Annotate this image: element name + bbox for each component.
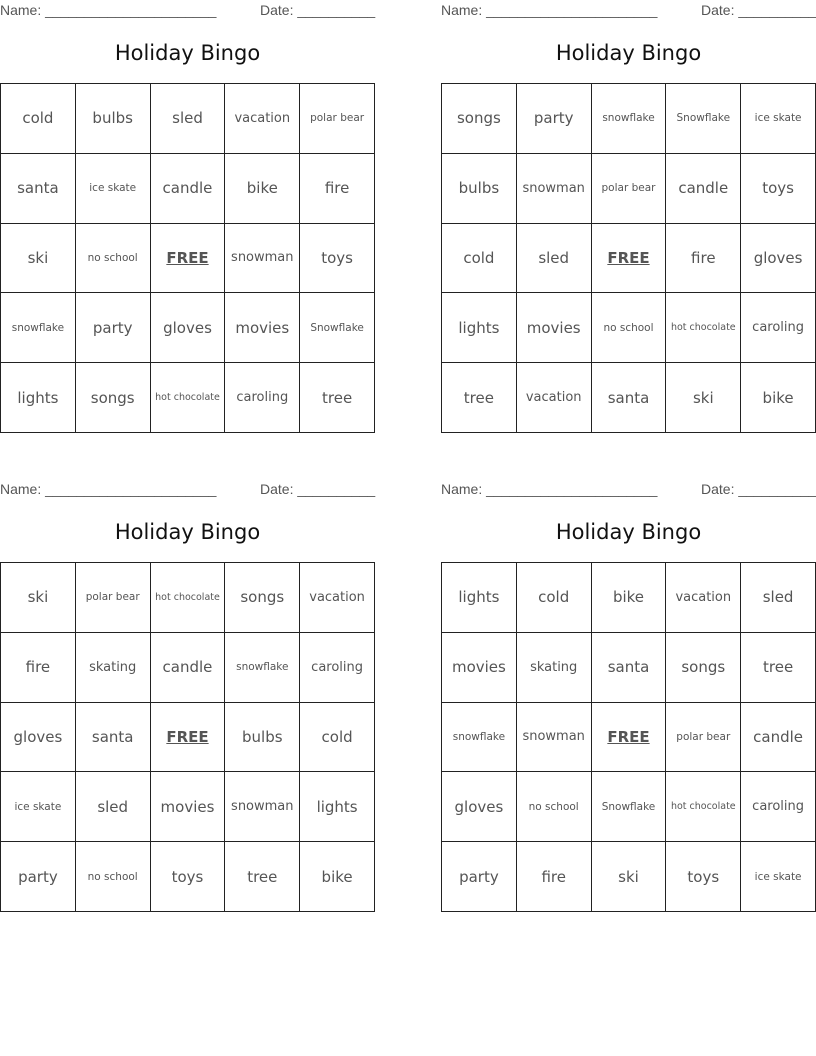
bingo-cell: fire [1, 633, 76, 703]
bingo-cell: vacation [300, 563, 375, 633]
bingo-cell: movies [442, 633, 517, 703]
bingo-cell: tree [225, 842, 300, 912]
bingo-cell: no school [517, 772, 592, 842]
bingo-cell: no school [76, 224, 151, 294]
bingo-cell: hot chocolate [666, 772, 741, 842]
bingo-cell: movies [151, 772, 226, 842]
bingo-cell: tree [300, 363, 375, 433]
bingo-grid [0, 562, 375, 912]
bingo-cell: ski [666, 363, 741, 433]
bingo-cell: Snowflake [666, 84, 741, 154]
bingo-cell: cold [442, 224, 517, 294]
bingo-cell: santa [1, 154, 76, 224]
bingo-cell: polar bear [76, 563, 151, 633]
card-header [0, 0, 375, 22]
bingo-cell: hot chocolate [666, 293, 741, 363]
bingo-cell: sled [151, 84, 226, 154]
bingo-cell: polar bear [300, 84, 375, 154]
bingo-cell: bike [225, 154, 300, 224]
bingo-cell: bike [300, 842, 375, 912]
bingo-cell: sled [517, 224, 592, 294]
bingo-cell: gloves [741, 224, 816, 294]
card-title: Holiday Bingo [555, 520, 702, 544]
bingo-cell: vacation [666, 563, 741, 633]
bingo-cell: cold [1, 84, 76, 154]
bingo-cell: Snowflake [592, 772, 667, 842]
card-header [0, 479, 375, 501]
bingo-card [0, 0, 375, 432]
bingo-cell: party [442, 842, 517, 912]
bingo-cell: polar bear [666, 703, 741, 773]
bingo-cell: songs [76, 363, 151, 433]
bingo-cell: bike [741, 363, 816, 433]
bingo-card [0, 479, 375, 911]
bingo-cell: toys [741, 154, 816, 224]
bingo-cell: tree [442, 363, 517, 433]
bingo-card [441, 0, 816, 432]
bingo-cell: no school [592, 293, 667, 363]
bingo-cell: snowflake [225, 633, 300, 703]
bingo-cell: toys [151, 842, 226, 912]
bingo-cell: bike [592, 563, 667, 633]
bingo-card [441, 479, 816, 911]
bingo-cell: gloves [442, 772, 517, 842]
name-field: Name: ______________________ [0, 2, 217, 18]
bingo-cell: hot chocolate [151, 563, 226, 633]
bingo-cell: candle [741, 703, 816, 773]
bingo-grid [441, 562, 816, 912]
bingo-cell: snowflake [442, 703, 517, 773]
free-space: FREE [592, 703, 667, 773]
bingo-cell: toys [666, 842, 741, 912]
bingo-cell: snowman [517, 154, 592, 224]
bingo-cell: tree [741, 633, 816, 703]
bingo-cell: caroling [300, 633, 375, 703]
bingo-cell: party [517, 84, 592, 154]
name-field: Name: ______________________ [441, 481, 658, 497]
bingo-cell: songs [225, 563, 300, 633]
bingo-cell: bulbs [225, 703, 300, 773]
bingo-cell: ski [1, 224, 76, 294]
bingo-cell: songs [666, 633, 741, 703]
bingo-cell: caroling [741, 772, 816, 842]
bingo-cell: cold [517, 563, 592, 633]
bingo-grid [0, 83, 375, 433]
bingo-cell: lights [1, 363, 76, 433]
bingo-cell: snowman [225, 224, 300, 294]
bingo-cell: sled [741, 563, 816, 633]
bingo-cell: skating [76, 633, 151, 703]
bingo-cell: snowman [517, 703, 592, 773]
bingo-cell: snowflake [1, 293, 76, 363]
bingo-cell: santa [76, 703, 151, 773]
bingo-cell: bulbs [442, 154, 517, 224]
bingo-cell: gloves [1, 703, 76, 773]
card-title: Holiday Bingo [555, 41, 702, 65]
bingo-cell: lights [300, 772, 375, 842]
bingo-cell: hot chocolate [151, 363, 226, 433]
bingo-cell: snowman [225, 772, 300, 842]
free-space: FREE [592, 224, 667, 294]
bingo-cell: cold [300, 703, 375, 773]
bingo-cell: ice skate [741, 842, 816, 912]
bingo-cell: santa [592, 363, 667, 433]
bingo-cell: fire [517, 842, 592, 912]
bingo-cell: santa [592, 633, 667, 703]
bingo-cell: ice skate [76, 154, 151, 224]
card-header [441, 479, 816, 501]
card-title: Holiday Bingo [114, 520, 261, 544]
bingo-cell: movies [225, 293, 300, 363]
date-field: Date: __________ [701, 2, 816, 18]
bingo-cell: vacation [225, 84, 300, 154]
bingo-cell: toys [300, 224, 375, 294]
bingo-cell: polar bear [592, 154, 667, 224]
bingo-cell: ski [1, 563, 76, 633]
bingo-cell: caroling [741, 293, 816, 363]
free-space: FREE [151, 224, 226, 294]
bingo-cell: no school [76, 842, 151, 912]
bingo-cell: bulbs [76, 84, 151, 154]
bingo-cell: sled [76, 772, 151, 842]
bingo-cell: Snowflake [300, 293, 375, 363]
bingo-cell: fire [666, 224, 741, 294]
bingo-grid [441, 83, 816, 433]
bingo-cell: party [76, 293, 151, 363]
bingo-cell: party [1, 842, 76, 912]
card-title: Holiday Bingo [114, 41, 261, 65]
card-header [441, 0, 816, 22]
bingo-cell: snowflake [592, 84, 667, 154]
free-space: FREE [151, 703, 226, 773]
bingo-cell: skating [517, 633, 592, 703]
bingo-cell: vacation [517, 363, 592, 433]
bingo-cell: gloves [151, 293, 226, 363]
bingo-cell: ice skate [741, 84, 816, 154]
bingo-cell: ice skate [1, 772, 76, 842]
name-field: Name: ______________________ [0, 481, 217, 497]
bingo-cell: candle [151, 633, 226, 703]
bingo-cell: caroling [225, 363, 300, 433]
date-field: Date: __________ [260, 2, 376, 18]
bingo-cell: fire [300, 154, 375, 224]
date-field: Date: __________ [701, 481, 816, 497]
bingo-cell: lights [442, 293, 517, 363]
bingo-cell: candle [666, 154, 741, 224]
bingo-cell: candle [151, 154, 226, 224]
bingo-cell: ski [592, 842, 667, 912]
bingo-cell: songs [442, 84, 517, 154]
bingo-cell: movies [517, 293, 592, 363]
bingo-cell: lights [442, 563, 517, 633]
date-field: Date: __________ [260, 481, 376, 497]
name-field: Name: ______________________ [441, 2, 658, 18]
